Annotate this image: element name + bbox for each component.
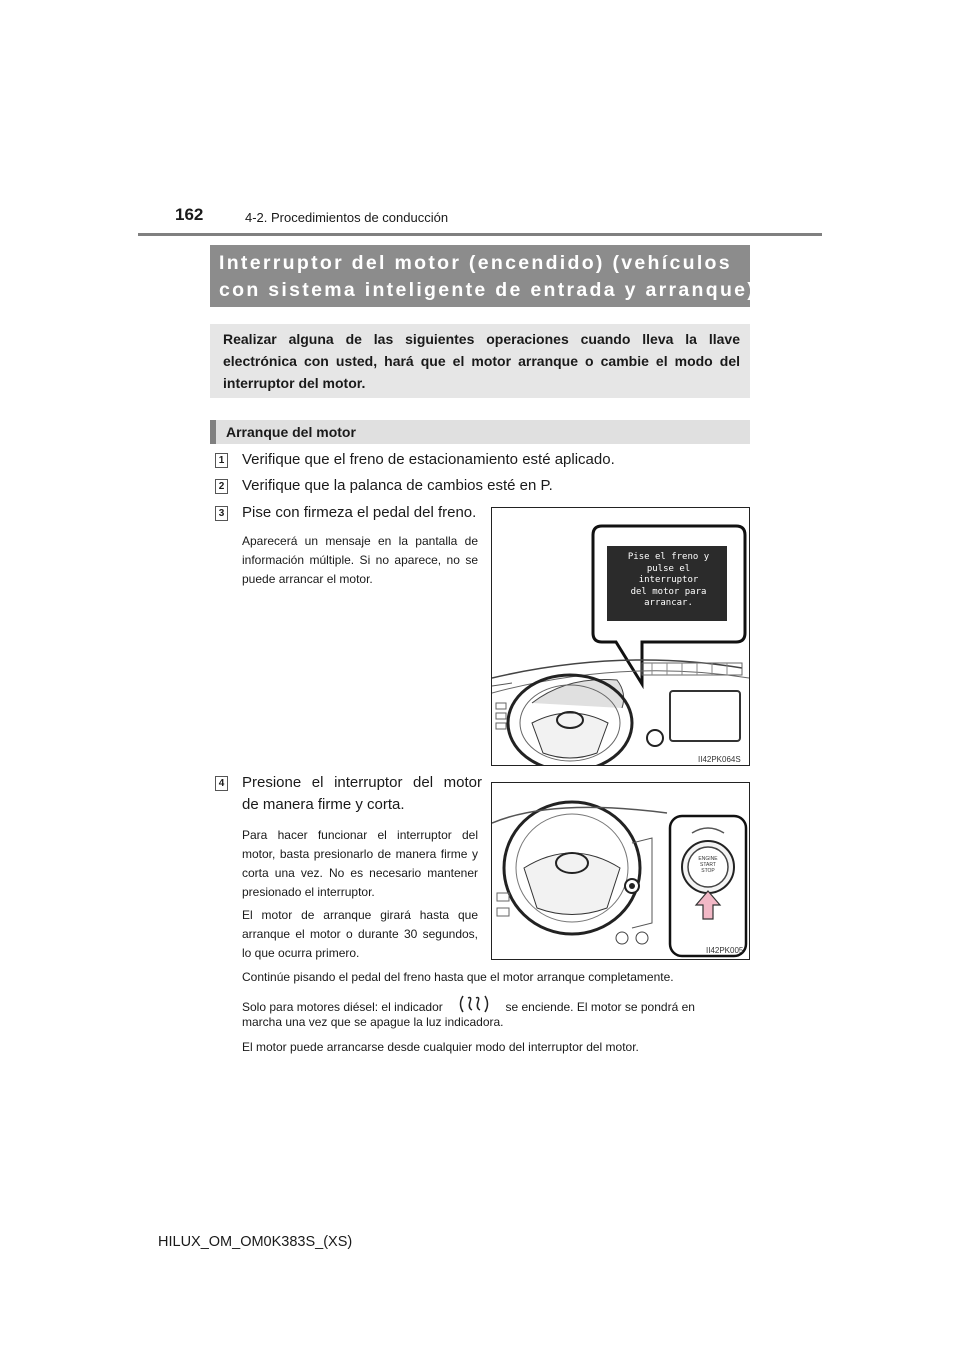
section-title: 4-2. Procedimientos de conducción <box>245 210 449 225</box>
glow-plug-icon <box>454 994 494 1012</box>
dashboard-illustration <box>492 508 749 765</box>
step-number-1: 1 <box>215 453 228 468</box>
page-title-line1: Interruptor del motor (encendido) (vehículos <box>219 252 732 274</box>
instrument-cluster <box>532 679 624 708</box>
display-message: Pise el freno y pulse el interruptor del motor para arrancar. <box>627 552 710 608</box>
figure-multi-info-display <box>491 507 750 766</box>
page-number: 162 <box>175 205 204 224</box>
figure-engine-switch <box>491 782 750 960</box>
step-text-1: Verifique que el freno de estacionamiento esté aplicado. <box>242 451 615 468</box>
header-rule <box>138 233 822 236</box>
step-number-4: 4 <box>215 776 228 791</box>
figure-code: II42PK064S <box>698 755 741 764</box>
page-title <box>210 245 757 307</box>
footer-doc-id: HILUX_OM_OM0K383S_(XS) <box>158 1234 353 1250</box>
note-diesel-line1: Solo para motores diésel: el indicador se enciende. El motor se pondrá en <box>242 994 750 1017</box>
step-number-3: 3 <box>215 506 228 521</box>
note-continue-braking: Continúe pisando el pedal del freno hasta que el motor arranque completamente. <box>242 970 674 984</box>
engine-switch <box>647 730 663 746</box>
subsection-header: Arranque del motor <box>210 420 750 444</box>
step-text-2: Verifique que la palanca de cambios esté en P. <box>242 477 553 494</box>
step-note-4a: Para hacer funcionar el interruptor del motor, basta presionarlo de manera firme y corta una vez. No es necesario mantener presionado el interruptor. <box>242 828 478 899</box>
step-text-4: Presione el interruptor del motor de manera firme y corta. <box>242 774 482 813</box>
step-note-3: Aparecerá un mensaje en la pantalla de información múltiple. Si no aparece, no se puede arrancar el motor. <box>242 534 478 586</box>
intro-box: Realizar alguna de las siguientes operaciones cuando lleva la llave electrónica con usted, hará que el motor arranque o cambie el modo del interruptor del motor. <box>210 324 750 398</box>
center-display <box>670 691 740 741</box>
button-label: ENGINE START STOP <box>698 856 718 874</box>
note-any-mode: El motor puede arrancarse desde cualquier modo del interruptor del motor. <box>242 1040 639 1054</box>
figure-code: II42PK005 <box>706 946 744 955</box>
page-title-line2: con sistema inteligente de entrada y arranque) <box>219 279 757 301</box>
step-note-4b: El motor de arranque girará hasta que arranque el motor o durante 30 segundos, lo que ocurra primero. <box>242 908 478 960</box>
step-text-3: Pise con firmeza el pedal del freno. <box>242 504 477 521</box>
note-diesel-line2: marcha una vez que se apague la luz indicadora. <box>242 1015 504 1029</box>
step-number-2: 2 <box>215 479 228 494</box>
